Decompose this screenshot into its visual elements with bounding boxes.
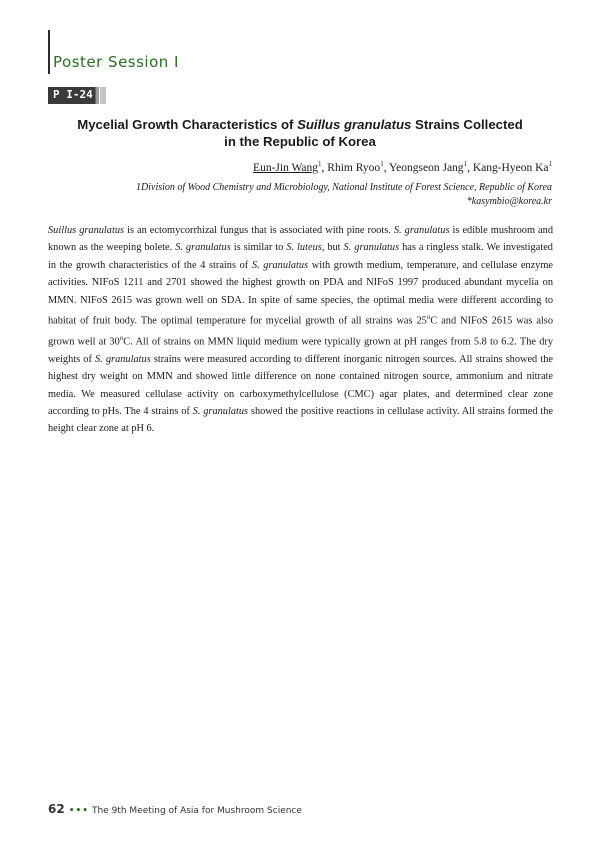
author-list: Eun-Jin Wang$^1$, Rhim Ryoo$^1$, Yeongseon Jang$^1$, Kang-Hyeon Ka$^1$ [253, 160, 552, 174]
footer-meeting-name: The 9th Meeting of Asia for Mushroom Science [91, 806, 302, 816]
abstract-text: has a ringless stalk. We investigated in the growth characteristics of the 4 strains of [48, 242, 553, 271]
poster-code: P I-24 [53, 88, 93, 101]
author-affil-mark: 1 [380, 160, 384, 168]
abstract-species-name: S. luteus [286, 242, 322, 254]
abstract-text: showed the positive reactions in cellulase activity. All strains formed the height clear zone at pH 6. [48, 405, 553, 435]
abstract-text: is an ectomycorrhizal fungus that is associated with pine roots. [124, 225, 394, 236]
title-species: Suillus granulatus [297, 117, 412, 132]
abstract-degree-mark: o [426, 313, 431, 322]
title-part1: Mycelial Growth Characteristics of [77, 117, 298, 132]
page-number: 62 [48, 802, 65, 816]
affiliation: 1Division of Wood Chemistry and Microbiology, National Institute of Forest Science, Republic of Korea [136, 182, 552, 193]
header-rule [48, 30, 50, 74]
abstract-text: strains were measured according to different inorganic nitrogen sources. All strains showed the highest dry weight on MMN and showed little difference on none contained nitrogen source, ammonium and nitrate media. We measured cellulase activity on carboxymethylcellulose (CMC) agar plates, and determined clear zone according to pHs. The 4 strains of [48, 353, 553, 417]
author-name: Kang-Hyeon Ka [472, 161, 549, 174]
title-part2: Strains Collected [411, 117, 523, 132]
author-affil-mark: 1 [318, 160, 322, 168]
abstract-body [48, 222, 553, 438]
session-title: Poster Session I [53, 53, 179, 71]
abstract-text: , but [321, 242, 344, 254]
corresponding-email: *kasymbio@korea.kr [466, 196, 552, 207]
abstract-text: with growth medium, temperature, and cellulase enzyme activities. NIFoS 1211 and 2701 showed the highest growth on PDA and NIFoS 1997 produced abundant mycelia on MMN. NIFoS 2615 was grown well on SDA. In spite of same species, the optimal media were different according to habitat of fruit body. The optimal temperature for mycelial growth of all strains was 25 [48, 259, 553, 327]
author-affil-mark: 1 [463, 160, 468, 168]
author-name: Yeongseon Jang [389, 161, 464, 174]
author-affil-mark: 1 [548, 160, 552, 168]
footer-dots-icon: ••• [68, 806, 89, 816]
affiliation-block [136, 181, 552, 209]
abstract-species-name: Suillus granulatus [48, 225, 125, 236]
abstract-text: is edible mushroom and known as the weeping bolete. [48, 225, 553, 254]
paper-title [40, 117, 560, 150]
title-line2: in the Republic of Korea [224, 133, 376, 149]
author-name: Eun-Jin Wang [253, 161, 319, 174]
abstract-species-name: S. granulatus [175, 242, 231, 254]
abstract-species-name: S. granulatus [343, 242, 400, 254]
abstract-species-name: S. granulatus [192, 405, 249, 417]
abstract-text: is similar to [230, 242, 287, 254]
abstract-degree-mark: o [119, 333, 124, 342]
poster-code-badge [48, 87, 106, 104]
abstract-species-name: S. granulatus [251, 259, 309, 271]
page-footer [48, 798, 302, 817]
abstract-species-name: S. granulatus [95, 353, 151, 365]
abstract-species-name: S. granulatus [393, 225, 450, 236]
author-name: Rhim Ryoo [327, 161, 381, 174]
abstract-text: C. All of strains on MMN liquid medium were typically grown at pH ranges from 5.8 to 6.2. The dry weights of [48, 336, 553, 365]
abstract-text: C and NIFoS 2615 was also grown well at 30 [48, 315, 553, 348]
